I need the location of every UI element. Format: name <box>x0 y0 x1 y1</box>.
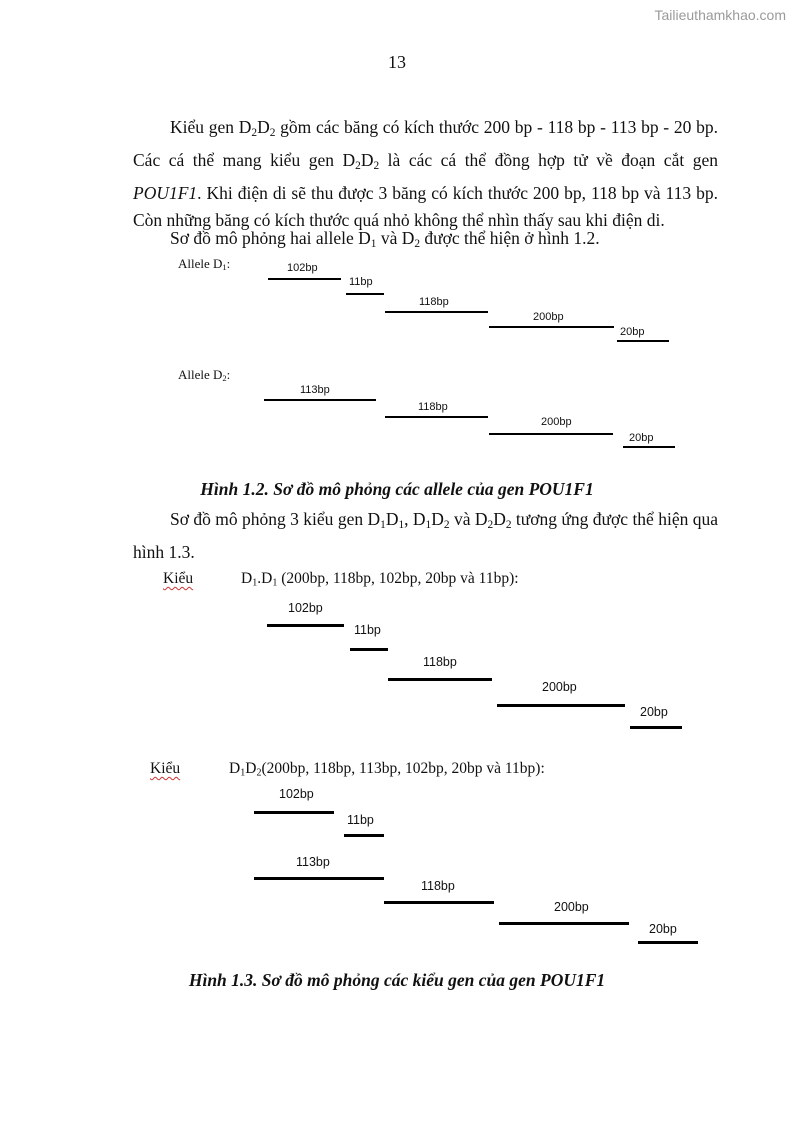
allele-d2-label: Allele $D_2$: <box>178 367 231 384</box>
band-label: 200bp <box>541 416 572 428</box>
band-label: 118bp <box>421 879 455 893</box>
paragraph-genotype-d2d2: Kiểu gen $D_2D_2$ gồm các băng có kích thước 200 bp - 118 bp - 113 bp - 20 bp. Các cá thể mang kiểu gen $D_2D_2$ là các cá thể đồng hợp tử về đoạn cắt gen POU1F1. Khi điện di sẽ thu được 3 băng có kích thước 200 bp, 118 bp và 113 bp. Còn những băng có kích thước quá nhỏ không thể nhìn thấy sau khi điện di. <box>133 117 718 230</box>
band-bar <box>344 834 384 837</box>
band-label: 20bp <box>620 326 645 338</box>
band-bar <box>489 326 614 328</box>
page-number: 13 <box>388 52 406 72</box>
band-bar <box>384 901 494 904</box>
figure-1-3-caption: Hình 1.3. Sơ đồ mô phỏng các kiểu gen của gen POU1F1 <box>188 970 606 990</box>
band-label: 200bp <box>533 311 564 323</box>
band-label: 102bp <box>279 787 314 801</box>
band-label: 20bp <box>640 705 668 719</box>
allele-d1-label: Allele $D_1$: <box>178 256 231 273</box>
band-bar <box>385 416 488 418</box>
paragraph-allele-intro: Sơ đồ mô phỏng hai allele $D_1$ và $D_2$ được thể hiện ở hình 1.2. <box>170 228 600 250</box>
band-bar <box>623 446 675 448</box>
band-bar <box>497 704 625 707</box>
band-bar <box>254 811 334 814</box>
band-label: 11bp <box>349 276 373 288</box>
band-bar <box>268 278 341 280</box>
band-label: 113bp <box>300 384 330 396</box>
band-label: 200bp <box>542 680 577 694</box>
band-label: 20bp <box>649 922 677 936</box>
genotype-d1d1-detail: $D_1.D_1$ (200bp, 118bp, 102bp, 20bp và 11bp): <box>241 570 519 589</box>
band-bar <box>264 399 376 401</box>
paragraph-genotypes-intro: Sơ đồ mô phỏng 3 kiểu gen $D_1D_1$, $D_1D_2$ và $D_2D_2$ tương ứng được thể hiện qua hình 1.3. <box>133 509 718 562</box>
band-bar <box>630 726 682 729</box>
band-bar <box>638 941 698 944</box>
band-bar <box>346 293 384 295</box>
band-bar <box>350 648 388 651</box>
band-label: 20bp <box>629 432 654 444</box>
band-label: 113bp <box>296 855 330 869</box>
figure-1-2-caption: Hình 1.2. Sơ đồ mô phỏng các allele của gen POU1F1 <box>200 479 594 499</box>
band-label: 200bp <box>554 900 589 914</box>
band-label: 11bp <box>347 813 374 827</box>
band-label: 118bp <box>423 655 457 669</box>
genotype-d1d2-label: Kiểu <box>150 760 181 777</box>
band-bar <box>489 433 613 435</box>
band-bar <box>617 340 669 342</box>
band-bar <box>385 311 488 313</box>
band-label: 102bp <box>287 262 318 274</box>
band-bar <box>388 678 492 681</box>
band-bar <box>267 624 344 627</box>
genotype-d1d1-label: Kiểu <box>163 570 194 587</box>
band-bar <box>254 877 384 880</box>
band-label: 118bp <box>419 296 449 308</box>
band-label: 11bp <box>354 623 381 637</box>
genotype-d1d2-detail: $D_1D_2(200bp$, 118bp, 113bp, 102bp, 20bp và 11bp): <box>229 760 545 779</box>
band-label: 102bp <box>288 601 323 615</box>
watermark: Tailieuthamkhao.com <box>654 7 786 23</box>
band-bar <box>499 922 629 925</box>
band-label: 118bp <box>418 401 448 413</box>
